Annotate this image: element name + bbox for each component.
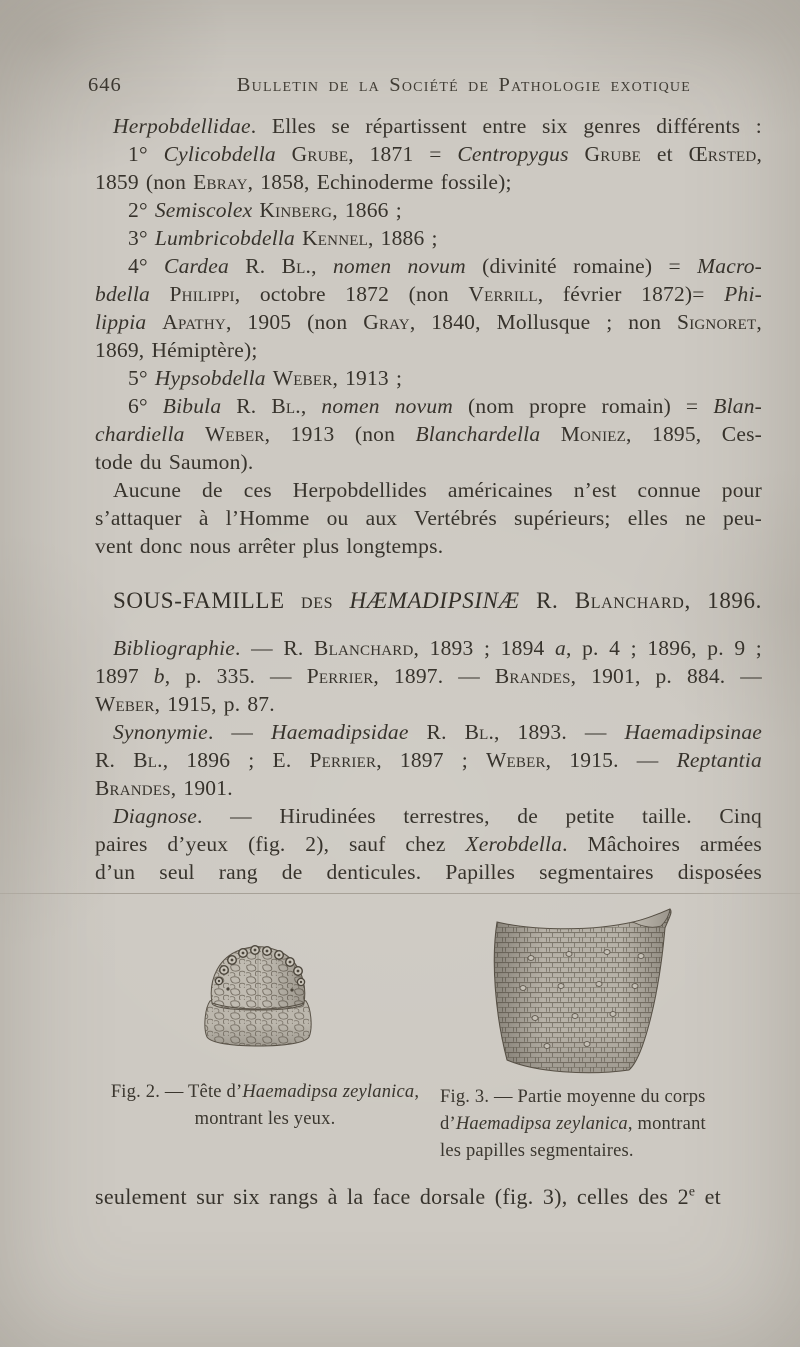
- text-line: Diagnose. — Hirudinées terrestres, de petite taille. Cinq: [113, 804, 762, 828]
- text-line: 5° Hypsobdella Weber, 1913 ;: [128, 366, 403, 390]
- text-line: Brandes, 1901.: [95, 776, 233, 800]
- text-line: 1° Cylicobdella Grube, 1871 = Centropygus Grube et Œrsted,: [128, 142, 763, 166]
- text-line: 6° Bibula R. Bl., nomen novum (nom propre romain) = Blan-: [128, 394, 763, 418]
- text-line: tode du Saumon).: [95, 450, 254, 474]
- text-line: 1897 b, p. 335. — Perrier, 1897. — Brandes, 1901, p. 884. —: [95, 664, 763, 688]
- continuation-text: [95, 1182, 762, 1211]
- article-body: [95, 112, 762, 886]
- text-line: paires d’yeux (fig. 2), sauf chez Xerobdella. Mâchoires armées: [95, 832, 762, 856]
- text-line: seulement sur six rangs à la face dorsale (fig. 3), celles des 2e et: [95, 1183, 722, 1209]
- page-header: [88, 74, 760, 97]
- text-line: d’un seul rang de denticules. Papilles segmentaires disposées: [95, 860, 762, 884]
- text-line: SOUS-FAMILLE des HÆMADIPSINÆ R. Blanchard, 1896.: [113, 588, 762, 613]
- text-line: chardiella Weber, 1913 (non Blanchardella Moniez, 1895, Ces-: [95, 422, 763, 446]
- text-line: montrant les yeux.: [194, 1109, 336, 1129]
- text-line: 2° Semiscolex Kinberg, 1866 ;: [128, 198, 402, 222]
- text-line: 3° Lumbricobdella Kennel, 1886 ;: [128, 226, 438, 250]
- text-line: 1869, Hémiptère);: [95, 338, 258, 362]
- text-line: 4° Cardea R. Bl., nomen novum (divinité romaine) = Macro-: [128, 254, 763, 278]
- text-line: Herpobdellidae. Elles se répartissent entre six genres différents :: [113, 114, 762, 138]
- text-line: bdella Philippi, octobre 1872 (non Verrill, février 1872)= Phi-: [95, 282, 762, 306]
- text-line: Fig. 3. — Partie moyenne du corps: [440, 1087, 706, 1107]
- figure-3-caption: [440, 1084, 762, 1165]
- leech-head-engraving: [197, 940, 319, 1048]
- text-line: 1859 (non Ebray, 1858, Echinoderme fossile);: [95, 170, 512, 194]
- scan-crease-line: [0, 893, 800, 894]
- text-line: Weber, 1915, p. 87.: [95, 692, 275, 716]
- figure-2-head-illustration: [197, 940, 319, 1048]
- text-line: Bibliographie. — R. Blanchard, 1893 ; 1894 a, p. 4 ; 1896, p. 9 ;: [113, 636, 762, 660]
- leech-body-segment-engraving: [483, 902, 683, 1080]
- text-line: s’attaquer à l’Homme ou aux Vertébrés supérieurs; elles ne peu-: [95, 506, 762, 530]
- text-line: vent donc nous arrêter plus longtemps.: [95, 534, 444, 558]
- text-line: lippia Apathy, 1905 (non Gray, 1840, Mollusque ; non Signoret,: [95, 310, 762, 334]
- text-line: Aucune de ces Herpobdellides américaines n’est connue pour: [113, 478, 762, 502]
- page-number: 646: [88, 74, 122, 96]
- text-line: R. Bl., 1896 ; E. Perrier, 1897 ; Weber, 1915. — Reptantia: [95, 748, 762, 772]
- text-line: les papilles segmentaires.: [440, 1141, 634, 1161]
- journal-title: Bulletin de la Société de Pathologie exotique: [236, 74, 691, 96]
- text-line: Fig. 2. — Tête d’Haemadipsa zeylanica,: [110, 1082, 420, 1102]
- text-line: Synonymie. — Haemadipsidae R. Bl., 1893. — Haemadipsinae: [113, 720, 763, 744]
- text-line: d’Haemadipsa zeylanica, montrant: [440, 1114, 706, 1134]
- figure-2-caption: [98, 1079, 432, 1133]
- figure-3-body-illustration: [483, 902, 683, 1080]
